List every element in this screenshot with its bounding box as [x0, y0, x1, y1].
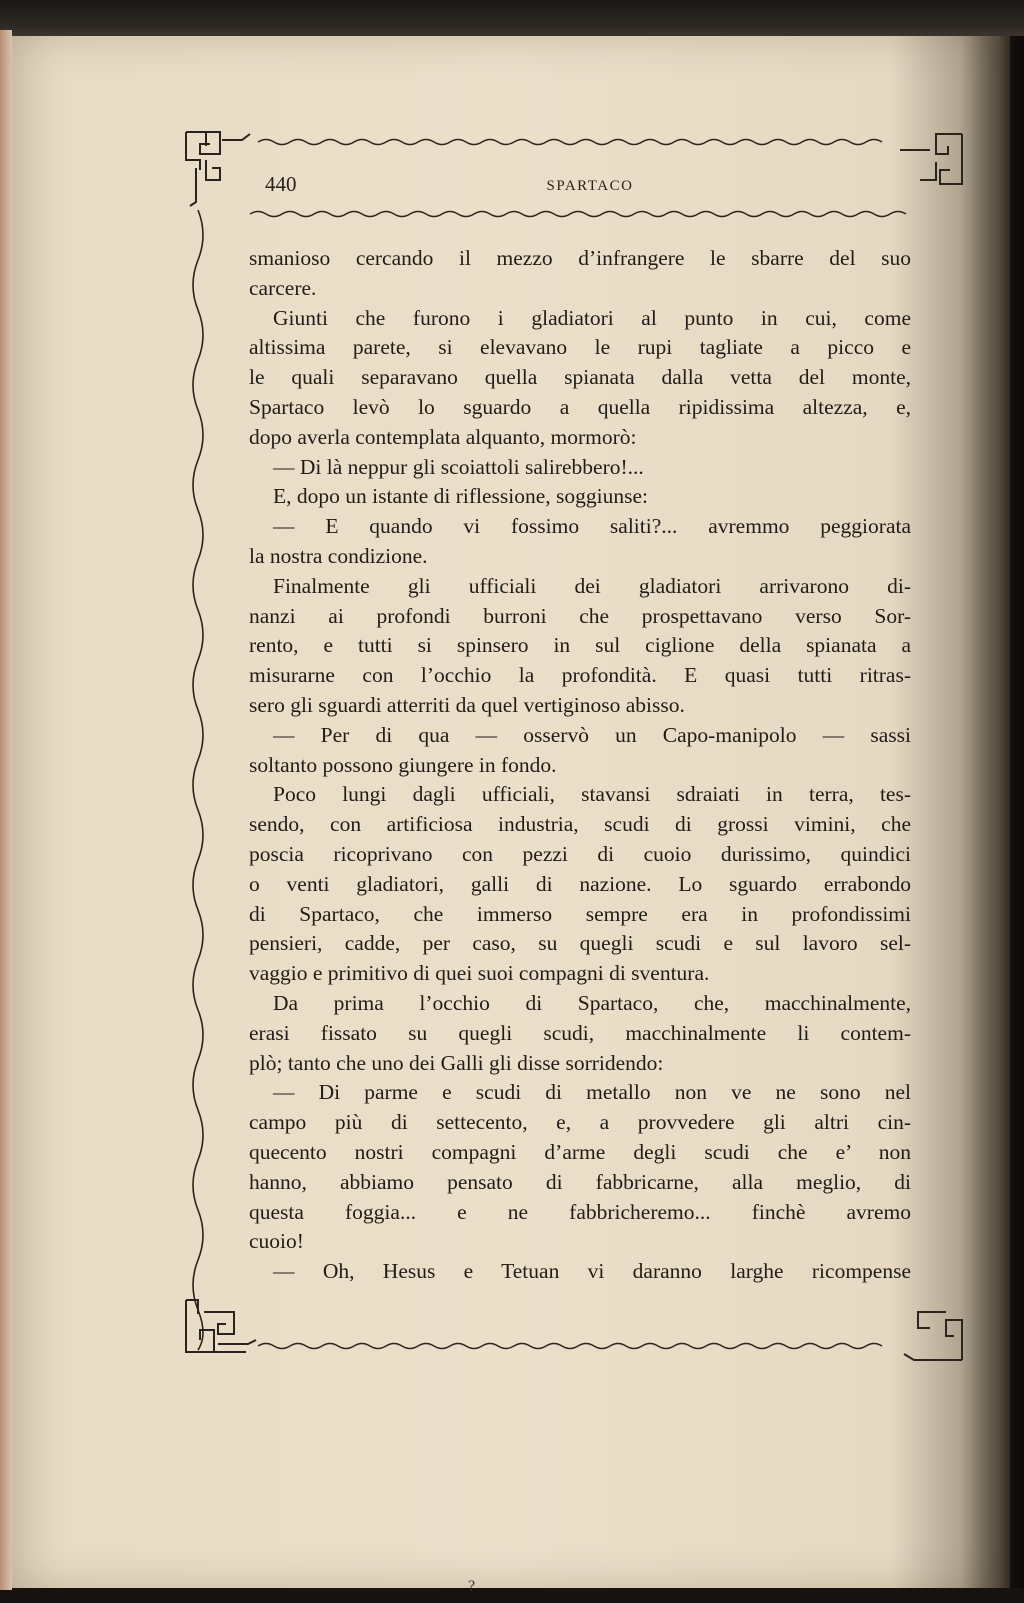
header-wavy-rule — [250, 212, 906, 217]
text-line: hanno, abbiamo pensato di fabbricarne, alla meglio, di — [249, 1169, 911, 1194]
text-line: Giunti che furono i gladiatori al punto in cui, come — [273, 305, 911, 330]
text-line: la nostra condizione. — [249, 543, 428, 568]
text-line: le quali separavano quella spianata dalla vetta del monte, — [249, 365, 911, 390]
text-line: questa foggia... e ne fabbricheremo... finchè avremo — [249, 1199, 911, 1224]
text-line: cuoio! — [249, 1229, 304, 1254]
text-line: sero gli sguardi atterriti da quel vertiginoso abisso. — [249, 692, 685, 717]
text-line: di Spartaco, che immerso sempre era in profondissimi — [249, 901, 911, 926]
text-line: sendo, con artificiosa industria, scudi di grossi vimini, che — [249, 812, 911, 837]
bottom-mark: ? — [468, 1578, 476, 1595]
corner-ornament-top-left — [186, 132, 250, 206]
page-number: 440 — [265, 172, 297, 196]
text-line: Poco lungi dagli ufficiali, stavansi sdraiati in terra, tes- — [273, 782, 911, 807]
text-line: plò; tanto che uno dei Galli gli disse sorridendo: — [249, 1050, 664, 1075]
text-line: soltanto possono giungere in fondo. — [249, 752, 557, 777]
left-wavy-rule — [193, 210, 203, 1350]
spine-shadow — [960, 36, 1024, 1588]
text-line: poscia ricoprivano con pezzi di cuoio durissimo, quindici — [249, 841, 911, 866]
body-text — [249, 244, 911, 1287]
text-line: rento, e tutti si spinsero in sul ciglione della spianata a — [249, 633, 911, 658]
bottom-wavy-rule — [258, 1344, 882, 1349]
text-line: altissima parete, si elevavano le rupi tagliate a picco e — [249, 335, 911, 360]
text-line: pensieri, cadde, per caso, su quegli scudi e sul lavoro sel- — [249, 931, 911, 956]
text-line: — Di parme e scudi di metallo non ve ne sono nel — [273, 1080, 911, 1105]
text-line: — Per di qua — osservò un Capo-manipolo — sassi — [273, 722, 911, 747]
text-line: nanzi ai profondi burroni che prospettavano verso Sor- — [249, 603, 911, 628]
top-wavy-rule — [258, 140, 882, 145]
text-line: Da prima l’occhio di Spartaco, che, macchinalmente, — [273, 990, 911, 1015]
text-line: vaggio e primitivo di quei suoi compagni di sventura. — [249, 961, 710, 986]
page-header — [250, 170, 930, 204]
text-line: Finalmente gli ufficiali dei gladiatori arrivarono di- — [273, 573, 911, 598]
text-line: smanioso cercando il mezzo d’infrangere le sbarre del suo — [249, 246, 911, 270]
text-line: misurarne con l’occhio la profondità. E quasi tutti ritras- — [249, 663, 911, 688]
text-line: — E quando vi fossimo saliti?... avremmo peggiorata — [273, 514, 911, 539]
running-title: SPARTACO — [546, 178, 634, 194]
text-line: — Oh, Hesus e Tetuan vi daranno larghe ricompense — [273, 1259, 911, 1284]
text-line: dopo averla contemplata alquanto, mormorò: — [249, 424, 637, 449]
text-line: Spartaco levò lo sguardo a quella ripidissima altezza, e, — [249, 394, 911, 419]
text-line: quecento nostri compagni d’arme degli scudi che e’ non — [249, 1139, 911, 1164]
text-line: o venti gladiatori, galli di nazione. Lo sguardo errabondo — [249, 871, 911, 896]
text-line: E, dopo un istante di riflessione, soggiunse: — [273, 484, 649, 509]
text-line: — Di là neppur gli scoiattoli salirebbero!... — [273, 454, 644, 479]
corner-ornament-bottom-right — [904, 1312, 962, 1360]
text-line: campo più di settecento, e, a provvedere gli altri cin- — [249, 1110, 911, 1135]
text-line: erasi fissato su quegli scudi, macchinalmente li contem- — [249, 1020, 911, 1045]
text-line: carcere. — [249, 275, 317, 300]
